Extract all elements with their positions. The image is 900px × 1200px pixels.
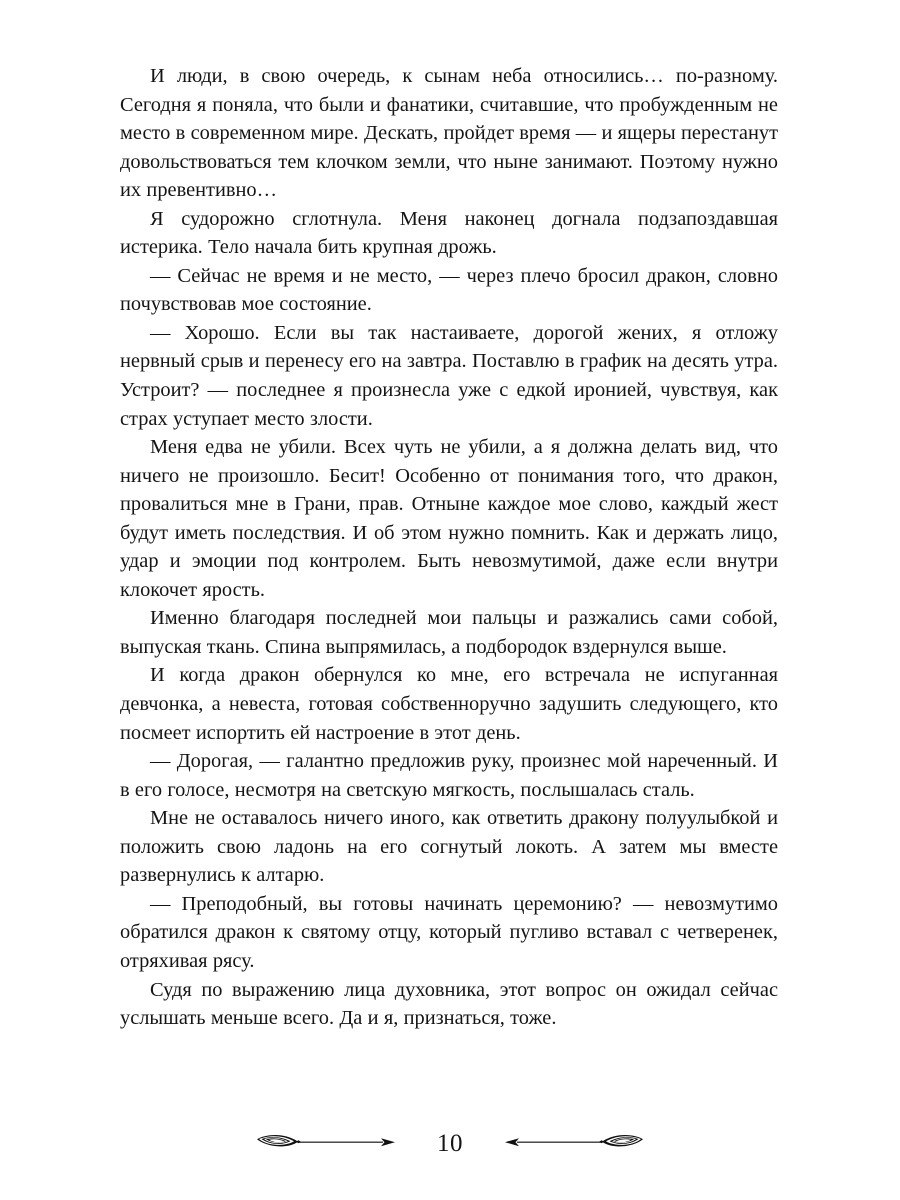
page-number: 10 <box>437 1129 463 1157</box>
paragraph: — Дорогая, — галантно предложив руку, произнес мой нареченный. И в его голосе, несмотря на светскую мягкость, послышалась сталь. <box>120 750 778 801</box>
paragraph: И люди, в свою очередь, к сынам неба относились… по-разному. Сегодня я поняла, что были и фанатики, считавшие, что пробужденным не место в современном мире. Дескать, пройдет время — и ящеры перестанут довольствоваться тем клочком земли, что ныне занимают. Поэтому нужно их превентивно… <box>120 65 778 202</box>
paragraph: — Сейчас не время и не место, — через плечо бросил дракон, словно почувствовав мое состояние. <box>120 264 778 316</box>
feather-arrow-left-icon <box>487 1130 647 1156</box>
page-footer <box>0 1118 900 1168</box>
paragraph: Мне не оставалось ничего иного, как ответить дракону полуулыбкой и положить свою ладонь на его согнутый локоть. А затем мы вместе развернулись к алтарю. <box>120 807 778 887</box>
paragraph: И когда дракон обернулся ко мне, его встречала не испуганная девчонка, а невеста, готовая собственноручно задушить следующего, кто посмеет испортить ей настроение в этот день. <box>120 664 778 744</box>
feather-arrow-right-icon <box>253 1130 413 1156</box>
page-text-block <box>120 62 778 1033</box>
paragraph: — Преподобный, вы готовы начинать церемонию? — невозмутимо обратился дракон к святому отцу, который пугливо вставал с четверенек, отряхивая рясу. <box>120 892 778 972</box>
paragraph: Именно благодаря последней мои пальцы и разжались сами собой, выпуская ткань. Спина выпрямилась, а подбородок вздернулся выше. <box>120 607 778 658</box>
paragraph: Судя по выражению лица духовника, этот вопрос он ожидал сейчас услышать меньше всего. Да и я, признаться, тоже. <box>120 978 778 1030</box>
paragraph: — Хорошо. Если вы так настаиваете, дорогой жених, я отложу нервный срыв и перенесу его на завтра. Поставлю в график на десять утра. Устроит? — последнее я произнесла уже с едкой иронией, чувствуя, как страх уступает место злости. <box>120 321 778 430</box>
paragraph: Меня едва не убили. Всех чуть не убили, а я должна делать вид, что ничего не произошло. Бесит! Особенно от понимания того, что дракон, провалиться мне в Грани, прав. Отныне каждое мое слово, каждый жест будут иметь последствия. И об этом нужно помнить. Как и держать лицо, удар и эмоции под контролем. Быть невозмутимой, даже если внутри клокочет ярость. <box>120 436 778 601</box>
paragraph: Я судорожно сглотнула. Меня наконец догнала подзапоздавшая истерика. Тело начала бить крупная дрожь. <box>120 207 778 259</box>
